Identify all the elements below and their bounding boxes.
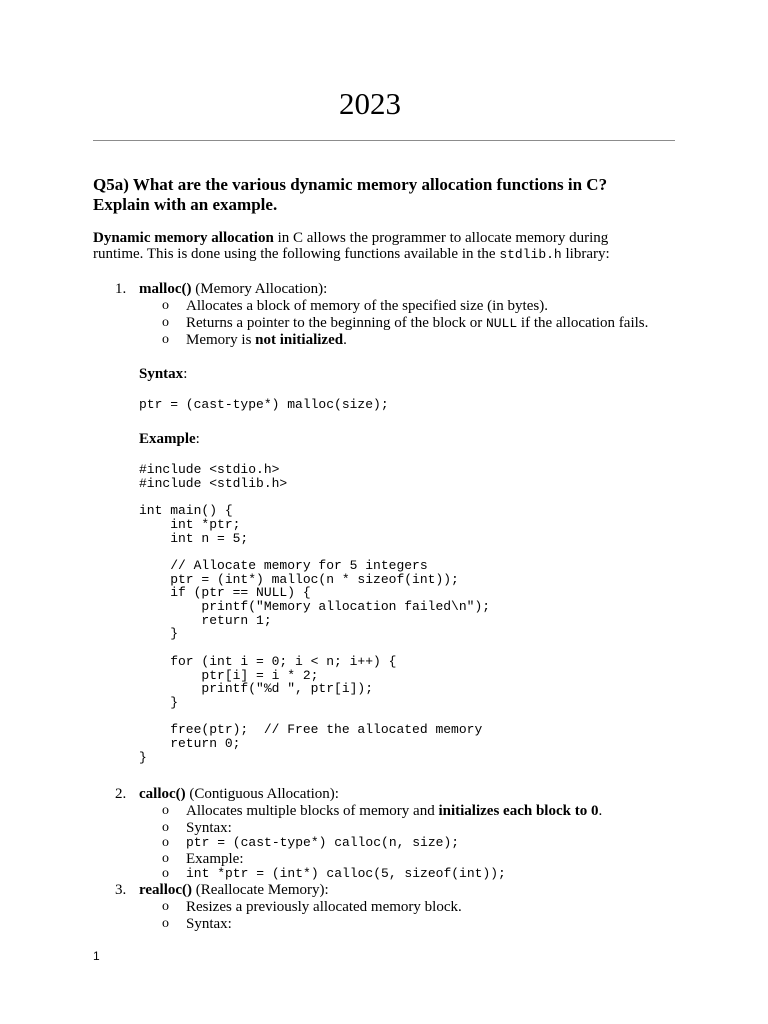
malloc-heading — [139, 281, 327, 297]
question-title-line1: Q5a) What are the various dynamic memory allocation functions in C? — [93, 175, 608, 194]
bullet-glyph: o — [162, 866, 169, 881]
list-number-calloc: 2. — [115, 786, 127, 802]
calloc-b1-bold: initializes each block to 0 — [438, 803, 599, 819]
intro-text2: runtime. This is done using the following functions available in the — [93, 246, 500, 262]
realloc-desc: (Reallocate Memory): — [192, 882, 329, 898]
calloc-bullet-4: Example: — [186, 851, 244, 867]
bullet-glyph: o — [162, 315, 169, 330]
bullet-glyph: o — [162, 916, 169, 931]
calloc-name: calloc() — [139, 786, 186, 802]
calloc-b1-post: . — [598, 803, 603, 819]
malloc-b3-pre: Memory is — [186, 332, 256, 348]
realloc-name: realloc() — [139, 882, 193, 898]
intro-lib-code: stdlib.h — [499, 247, 562, 262]
malloc-name: malloc() — [139, 281, 192, 297]
malloc-b2-null-code: NULL — [485, 316, 518, 331]
list-number-realloc: 3. — [115, 882, 127, 898]
bullet-glyph: o — [162, 851, 169, 866]
intro-bold-term: Dynamic memory allocation — [93, 230, 274, 246]
malloc-example-code: #include <stdio.h> #include <stdlib.h> int main() { int *ptr; int n = 5; // Allocate memory for 5 integers ptr = (int*) malloc(n * sizeof(int)); if (ptr == NULL) { printf("Memory allocation failed\n"); return 1; } for (int i = 0; i < n; i++) { ptr[i] = i * 2; printf("%d ", ptr[i]); } free(ptr); // Free the allocated memory return 0; } — [139, 462, 491, 765]
bullet-glyph: o — [162, 298, 169, 313]
malloc-example-label — [139, 431, 200, 447]
malloc-b2-post: if the allocation fails. — [517, 315, 649, 331]
malloc-desc: (Memory Allocation): — [191, 281, 328, 297]
malloc-b3-bold: not initialized — [255, 332, 344, 348]
intro-line2 — [93, 246, 693, 263]
intro-text3: library: — [561, 246, 610, 262]
calloc-bullet-5-code: int *ptr = (int*) calloc(5, sizeof(int)); — [186, 866, 506, 881]
bullet-glyph: o — [162, 332, 169, 347]
calloc-b1-pre: Allocates multiple blocks of memory and — [186, 803, 439, 819]
bullet-glyph: o — [162, 803, 169, 818]
malloc-syntax-label — [139, 366, 187, 382]
example-label-text: Example — [139, 431, 196, 447]
list-number-malloc: 1. — [115, 281, 127, 297]
question-title — [93, 175, 693, 215]
label-colon: : — [183, 366, 188, 382]
realloc-bullet-1: Resizes a previously allocated memory block. — [186, 899, 462, 915]
bullet-glyph: o — [162, 899, 169, 914]
realloc-bullet-2: Syntax: — [186, 916, 232, 932]
header-divider — [93, 140, 675, 141]
page-header-year: 2023 — [339, 86, 401, 121]
malloc-bullet-3 — [186, 332, 347, 348]
malloc-syntax-code: ptr = (cast-type*) malloc(size); — [139, 397, 389, 412]
bullet-glyph: o — [162, 820, 169, 835]
syntax-label-text: Syntax — [139, 366, 184, 382]
calloc-heading — [139, 786, 339, 802]
calloc-desc: (Contiguous Allocation): — [185, 786, 339, 802]
question-title-line2: Explain with an example. — [93, 195, 278, 214]
realloc-heading — [139, 882, 329, 898]
calloc-bullet-1 — [186, 803, 602, 819]
intro-line1 — [93, 230, 693, 246]
malloc-b3-post: . — [343, 332, 347, 348]
malloc-bullet-1: Allocates a block of memory of the specified size (in bytes). — [186, 298, 548, 314]
intro-paragraph — [93, 230, 693, 263]
bullet-glyph: o — [162, 835, 169, 850]
calloc-bullet-2: Syntax: — [186, 820, 232, 836]
intro-text1: in C allows the programmer to allocate memory during — [273, 230, 609, 246]
calloc-bullet-3-code: ptr = (cast-type*) calloc(n, size); — [186, 835, 460, 850]
malloc-b2-pre: Returns a pointer to the beginning of the block or — [186, 315, 486, 331]
page-number: 1 — [93, 949, 100, 963]
malloc-bullet-2 — [186, 315, 648, 332]
label-colon: : — [195, 431, 200, 447]
